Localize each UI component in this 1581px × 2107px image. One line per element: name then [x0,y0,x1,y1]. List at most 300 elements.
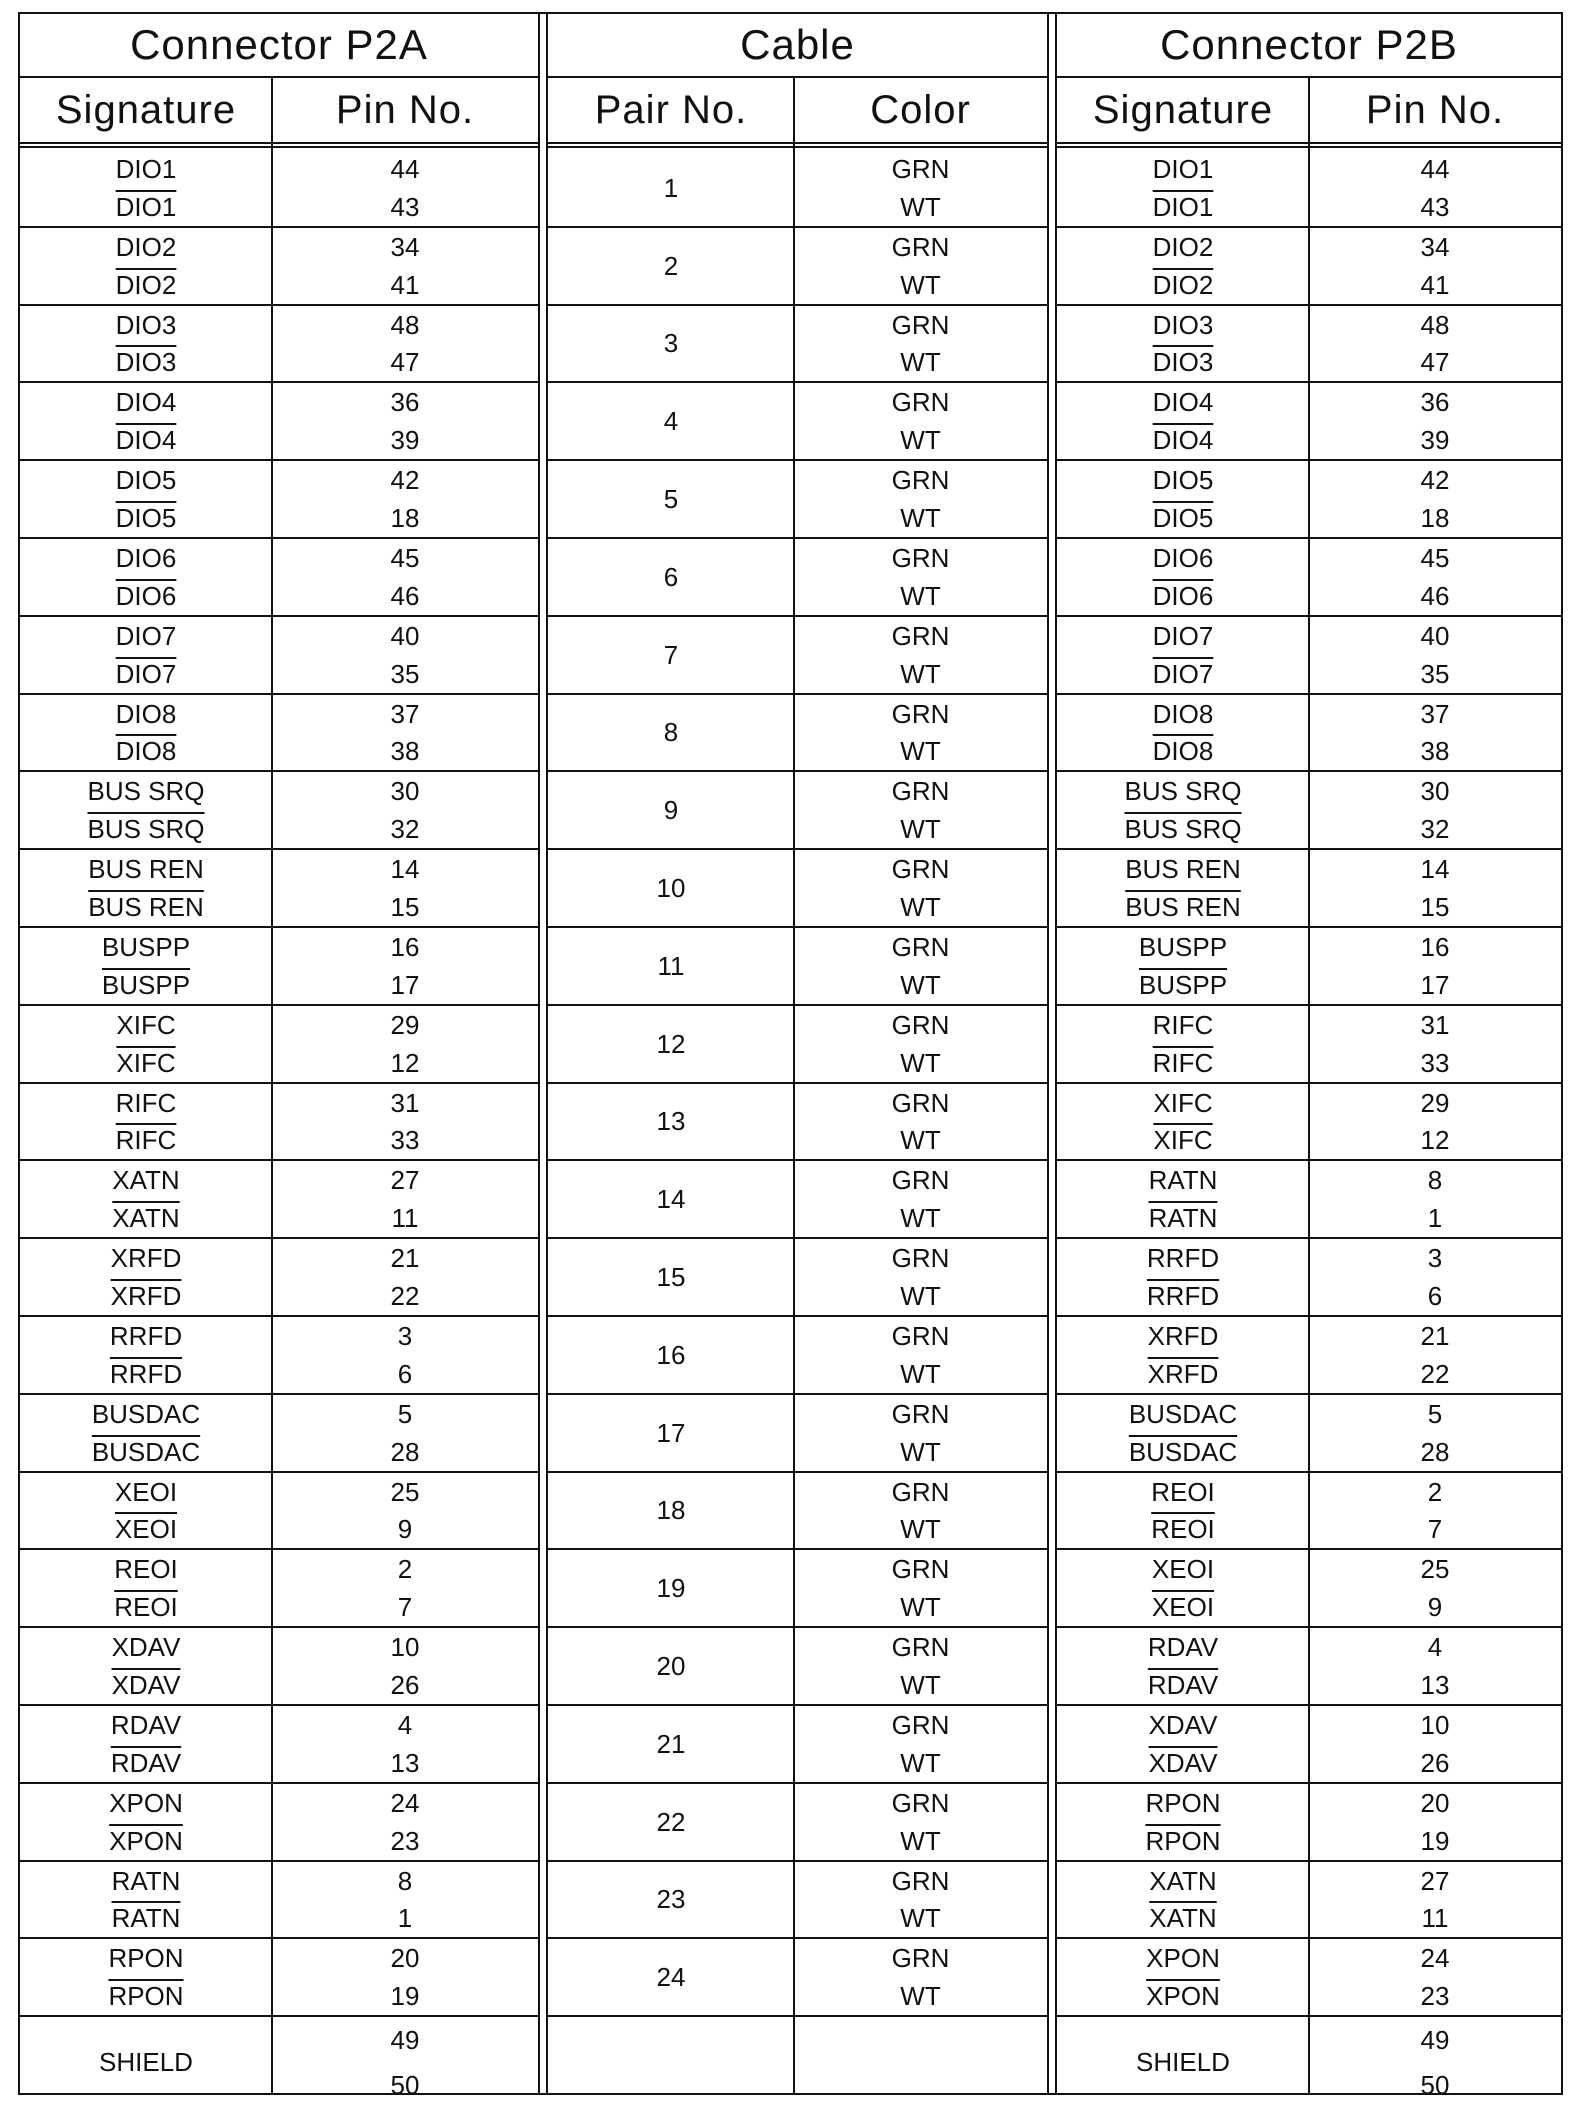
signal-name: XIFC [1153,1087,1213,1118]
table-row [20,1006,538,1084]
signal-name-inverted: DIO6 [1152,580,1214,611]
p2b-pin-cell [1309,1550,1561,1626]
shield-row [548,2017,1047,2107]
pair-number-cell [548,228,794,304]
table-row [20,228,538,306]
pair-number-cell [548,1939,794,2015]
pin-number: 25 [1420,1554,1450,1585]
signal-name-inverted: BUSPP [1138,969,1228,1000]
pin-number: 24 [390,1787,420,1818]
p2a-signal-cell [20,461,272,537]
table-row [20,1317,538,1395]
p2b-pin-cell [1309,1706,1561,1782]
pin-number: 9 [397,1514,413,1545]
pair-number: 2 [663,250,679,281]
pair-number: 12 [656,1028,686,1059]
pin-number: 29 [390,1009,420,1040]
pin-number: 32 [390,814,420,845]
wire-color: WT [900,1358,941,1389]
pin-number: 18 [390,503,420,534]
wire-color: WT [900,892,941,923]
p2b-pin-cell [1309,772,1561,848]
pin-number: 23 [1420,1981,1450,2012]
wire-color-cell [794,461,1047,537]
signal-name-inverted: RDAV [110,1747,182,1778]
wire-color: WT [900,269,941,300]
p2a-pin-cell [272,617,538,693]
p2b-signal-cell [1057,1473,1309,1549]
p2a-pin-cell [272,539,538,615]
wire-color: WT [900,658,941,689]
signal-name-inverted: RATN [111,1903,181,1934]
pair-number-cell [548,1084,794,1160]
signal-name: RRFD [109,1320,183,1351]
p2b-signal-cell [1057,1395,1309,1471]
pin-number: 10 [1420,1709,1450,1740]
signal-name-inverted: DIO6 [115,580,177,611]
pin-number: 1 [397,1903,413,1934]
pin-number: 37 [390,698,420,729]
table-row [20,461,538,539]
p2b-signal-cell [1057,306,1309,382]
table-row [548,1628,1047,1706]
pin-number: 27 [1420,1865,1450,1896]
signal-name-inverted: RIFC [115,1125,177,1156]
pin-number: 26 [390,1670,420,1701]
wire-color-cell [794,1395,1047,1471]
signal-name-inverted: BUSDAC [91,1436,201,1467]
table-row [20,1239,538,1317]
p2a-pin-cell [272,772,538,848]
pin-number: 3 [1427,1243,1443,1274]
signal-name: BUSPP [1138,931,1228,962]
signal-name: REOI [114,1554,178,1585]
pin-number: 17 [390,969,420,1000]
table-row [1057,850,1561,928]
signal-name-inverted: DIO4 [1152,425,1214,456]
signal-name: BUSDAC [1128,1398,1238,1429]
shield-label: SHIELD [99,2047,193,2078]
signal-name-inverted: RRFD [1146,1281,1220,1312]
table-row [548,1239,1047,1317]
wire-color: GRN [891,1398,950,1429]
wire-color: GRN [891,698,950,729]
p2a-signal-cell [20,1239,272,1315]
table-row [1057,1862,1561,1940]
p2a-pin-cell [272,383,538,459]
wire-color: GRN [891,387,950,418]
pin-number: 32 [1420,814,1450,845]
signal-name: RPON [1145,1787,1221,1818]
pin-number: 41 [1420,269,1450,300]
p2a-signal-cell [20,1473,272,1549]
p2a-pin-cell [272,1395,538,1471]
signal-name: RIFC [1152,1009,1214,1040]
table-row [548,1784,1047,1862]
shield-row [1057,2017,1561,2107]
pin-number: 30 [1420,776,1450,807]
wire-color-cell [794,1939,1047,2015]
p2b-pin-cell [1309,1317,1561,1393]
wire-color: GRN [891,1632,950,1663]
table-row [1057,1628,1561,1706]
p2b-signal-cell [1057,1706,1309,1782]
pair-number-cell [548,1239,794,1315]
pair-number: 8 [663,717,679,748]
table-row [1057,1939,1561,2017]
pin-number: 41 [390,269,420,300]
wire-color: GRN [891,231,950,262]
pair-number-cell [548,1317,794,1393]
table-row [1057,1161,1561,1239]
wire-color: GRN [891,1554,950,1585]
table-row [1057,539,1561,617]
wire-color: WT [900,814,941,845]
p2a-pin-cell [272,1939,538,2015]
p2b-pin-cell [1309,1084,1561,1160]
wire-color-cell [794,1784,1047,1860]
p2b-pin-cell [1309,306,1561,382]
connector-p2a-title: Connector P2A [20,14,538,78]
pair-number: 6 [663,561,679,592]
signal-name: XPON [1146,1943,1220,1974]
signal-name-inverted: RIFC [1152,1047,1214,1078]
pin-number: 9 [1427,1592,1443,1623]
p2a-signal-cell [20,150,272,226]
pair-number: 17 [656,1417,686,1448]
pin-number: 15 [1420,892,1450,923]
signal-name: DIO8 [115,698,177,729]
signal-name: BUS REN [1125,854,1241,885]
pair-number: 14 [656,1184,686,1215]
pair-number-cell [548,1473,794,1549]
pin-number: 19 [1420,1825,1450,1856]
signal-name: DIO4 [1152,387,1214,418]
pin-number: 31 [1420,1009,1450,1040]
p2a-signal-cell [20,383,272,459]
wire-color-cell [794,1706,1047,1782]
p2a-pin-cell [272,695,538,771]
table-row [20,850,538,928]
pin-number: 8 [1427,1165,1443,1196]
table-row [20,1550,538,1628]
signal-name: RIFC [115,1087,177,1118]
shield-label: SHIELD [1136,2047,1230,2078]
wire-color-cell [794,1239,1047,1315]
pin-number: 43 [390,191,420,222]
p2b-pin-cell [1309,617,1561,693]
p2b-pin-cell [1309,850,1561,926]
p2b-pin-cell [1309,1784,1561,1860]
pin-number: 30 [390,776,420,807]
pair-number: 22 [656,1806,686,1837]
pin-number: 13 [390,1747,420,1778]
p2b-pin-cell [1309,1395,1561,1471]
wire-color: GRN [891,1787,950,1818]
table-row [20,539,538,617]
pin-number: 42 [390,465,420,496]
pair-number: 9 [663,795,679,826]
table-row [20,695,538,773]
p2b-pin-cell [1309,1628,1561,1704]
table-row [1057,772,1561,850]
p2a-signal-cell [20,695,272,771]
pin-number: 42 [1420,465,1450,496]
pin-number: 2 [397,1554,413,1585]
pair-number-cell [548,383,794,459]
p2a-signal-cell [20,306,272,382]
p2b-signal-cell [1057,150,1309,226]
pin-number: 3 [397,1320,413,1351]
signal-name-inverted: DIO5 [115,503,177,534]
pin-number: 20 [390,1943,420,1974]
pair-number-cell [548,539,794,615]
wire-color: WT [900,580,941,611]
signal-name-inverted: DIO8 [1152,736,1214,767]
table-row [1057,228,1561,306]
table-row [1057,383,1561,461]
table-row [20,1395,538,1473]
signal-name-inverted: XPON [109,1825,183,1856]
wire-color: GRN [891,309,950,340]
wire-color: WT [900,347,941,378]
p2b-signal-cell [1057,1006,1309,1082]
p2a-signal-cell [20,1939,272,2015]
pin-number: 40 [390,620,420,651]
pair-number: 23 [656,1884,686,1915]
wire-color-cell [794,1317,1047,1393]
table-row [548,1706,1047,1784]
signal-name-inverted: XDAV [111,1670,181,1701]
connector-p2b-title: Connector P2B [1057,14,1561,78]
wire-color: WT [900,1903,941,1934]
table-row [548,1473,1047,1551]
signal-name-inverted: RATN [1148,1203,1218,1234]
p2a-pin-cell [272,306,538,382]
p2a-pin-cell [272,1706,538,1782]
p2a-signal-cell [20,1161,272,1237]
p2a-signal-cell [20,1862,272,1938]
wire-color: GRN [891,1165,950,1196]
pin-number: 48 [390,309,420,340]
signal-name-inverted: XIFC [116,1047,176,1078]
pin-number: 13 [1420,1670,1450,1701]
wire-color: WT [900,191,941,222]
p2a-signal-cell [20,928,272,1004]
pin-number: 11 [391,1203,419,1234]
pin-number: 39 [1420,425,1450,456]
p2a-pin-cell [272,1473,538,1549]
pair-number: 18 [656,1495,686,1526]
table-row [548,1317,1047,1395]
pair-number: 4 [663,406,679,437]
table-row [548,1395,1047,1473]
pin-number: 44 [390,153,420,184]
p2b-signature-header: Signature [1092,87,1274,132]
pin-number: 20 [1420,1787,1450,1818]
p2a-pin-cell [272,928,538,1004]
signal-name: XRFD [1147,1320,1219,1351]
signal-name-inverted: XATN [112,1203,180,1234]
p2b-signal-cell [1057,1161,1309,1237]
p2b-pin-cell [1309,1239,1561,1315]
table-row [1057,461,1561,539]
signal-name: BUS REN [88,854,204,885]
pin-number: 43 [1420,191,1450,222]
table-row [548,617,1047,695]
p2a-pin-cell [272,1550,538,1626]
table-row [1057,928,1561,1006]
color-header: Color [870,87,971,132]
table-row [1057,617,1561,695]
connector-p2b-panel [1057,14,1561,2100]
pair-number: 13 [656,1106,686,1137]
pair-number: 1 [663,172,679,203]
pin-number: 35 [1420,658,1450,689]
table-row [548,1862,1047,1940]
pair-number-cell [548,1784,794,1860]
p2b-signal-cell [1057,928,1309,1004]
p2b-signal-cell [1057,1550,1309,1626]
pin-number: 24 [1420,1943,1450,1974]
signal-name: DIO7 [115,620,177,651]
wire-color-cell [794,850,1047,926]
pair-number-cell [548,1862,794,1938]
signal-name-inverted: BUS REN [88,892,204,923]
signal-name: RDAV [1147,1632,1219,1663]
pair-number: 20 [656,1651,686,1682]
wire-color: GRN [891,854,950,885]
pin-mapping-table [18,12,1563,2100]
pair-number-cell [548,1628,794,1704]
wire-color: WT [900,1125,941,1156]
p2a-pin-cell [272,1239,538,1315]
pin-number: 27 [390,1165,420,1196]
wire-color: GRN [891,153,950,184]
pin-number: 6 [397,1358,413,1389]
p2b-pin-cell [1309,1862,1561,1938]
pair-number-cell [548,772,794,848]
cable-panel [548,14,1047,2093]
wire-color: WT [900,503,941,534]
signal-name-inverted: DIO1 [1152,191,1214,222]
pin-number: 45 [1420,542,1450,573]
pin-number: 35 [390,658,420,689]
signal-name: XIFC [116,1009,176,1040]
p2a-pin-cell [272,1161,538,1237]
pair-number: 3 [663,328,679,359]
pair-number-cell [548,150,794,226]
table-row [20,1862,538,1940]
signal-name: XEOI [1151,1554,1215,1585]
p2b-signal-cell [1057,1628,1309,1704]
pair-number: 21 [656,1728,686,1759]
pair-number-cell [548,1006,794,1082]
wire-color-cell [794,539,1047,615]
signal-name-inverted: DIO4 [115,425,177,456]
panel-divider-right [1047,14,1057,2093]
signal-name-inverted: RRFD [109,1358,183,1389]
wire-color: WT [900,1047,941,1078]
wire-color: WT [900,1825,941,1856]
wire-color-cell [794,383,1047,459]
table-row [1057,1084,1561,1162]
table-row [548,1161,1047,1239]
signal-name-inverted: REOI [1151,1514,1215,1545]
pin-number: 48 [1420,309,1450,340]
pin-number: 38 [390,736,420,767]
p2a-signal-cell [20,1084,272,1160]
table-row [20,928,538,1006]
signal-name: BUSDAC [91,1398,201,1429]
p2a-signal-cell [20,1628,272,1704]
p2a-pin-cell [272,1006,538,1082]
pin-number: 21 [1420,1320,1450,1351]
pair-number: 19 [656,1573,686,1604]
p2a-signal-cell [20,850,272,926]
pin-number: 5 [397,1398,413,1429]
pin-number: 23 [390,1825,420,1856]
p2a-shield-pin-cell [272,2017,538,2107]
signal-name: DIO7 [1152,620,1214,651]
wire-color: WT [900,1514,941,1545]
signal-name-inverted: DIO7 [115,658,177,689]
wire-color-cell [794,228,1047,304]
table-row [20,1784,538,1862]
signal-name: XDAV [111,1632,181,1663]
p2a-signal-cell [20,1006,272,1082]
pin-number: 45 [390,542,420,573]
p2b-signal-cell [1057,228,1309,304]
p2b-pin-cell [1309,383,1561,459]
p2a-signal-cell [20,1706,272,1782]
pin-number: 50 [390,2069,420,2100]
p2b-signal-cell [1057,1317,1309,1393]
table-row [20,1473,538,1551]
table-row [20,1084,538,1162]
wire-color-cell [794,1550,1047,1626]
pair-number-cell [548,695,794,771]
p2b-pin-cell [1309,461,1561,537]
signal-name: DIO4 [115,387,177,418]
pair-number-cell [548,306,794,382]
pin-number: 26 [1420,1747,1450,1778]
wire-color: GRN [891,1865,950,1896]
wire-color-cell [794,1473,1047,1549]
signal-name-inverted: BUSDAC [1128,1436,1238,1467]
wire-color-cell [794,617,1047,693]
pair-no-header: Pair No. [594,87,748,132]
pin-number: 31 [390,1087,420,1118]
p2b-pin-cell [1309,1161,1561,1237]
pin-number: 16 [1420,931,1450,962]
pin-number: 6 [1427,1281,1443,1312]
p2a-pin-header: Pin No. [335,87,475,132]
p2a-pin-cell [272,1784,538,1860]
signal-name-inverted: BUS SRQ [1124,814,1242,845]
signal-name: RATN [1148,1165,1218,1196]
p2b-signal-cell [1057,772,1309,848]
p2b-signal-cell [1057,383,1309,459]
p2b-signal-cell [1057,695,1309,771]
table-row [548,1939,1047,2017]
pin-number: 4 [397,1709,413,1740]
p2b-signal-cell [1057,1939,1309,2015]
pin-number: 47 [390,347,420,378]
pin-number: 22 [1420,1358,1450,1389]
table-row [1057,1006,1561,1084]
p2a-signal-cell [20,1550,272,1626]
